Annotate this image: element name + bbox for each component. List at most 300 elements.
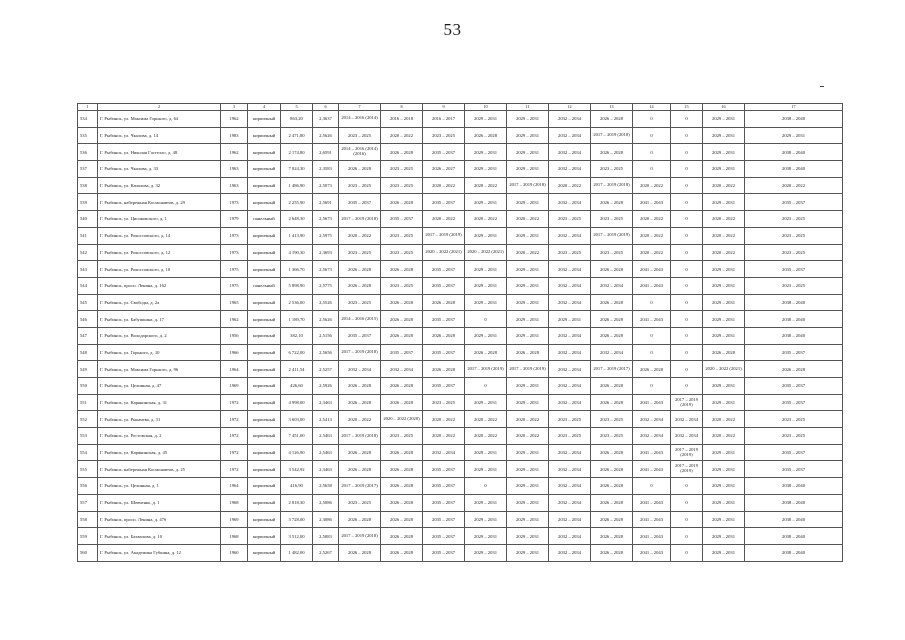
table-cell: 2020 – 2022 (423, 428, 465, 445)
table-cell: кирпичный (248, 411, 281, 428)
table-cell: 0 (633, 111, 671, 128)
table-cell: 426,60 (281, 378, 313, 395)
table-cell: 2026 – 2028 (339, 378, 381, 395)
table-cell: 2029 – 2031 (465, 327, 507, 344)
table-cell: 2020 – 2022 (703, 177, 745, 194)
table-cell: кирпичный (248, 227, 281, 244)
table-cell: 1972 (221, 428, 248, 445)
table-cell: 2035 – 2037 (423, 194, 465, 211)
table-cell: 2020 – 2022 (381, 127, 423, 144)
table-cell: 2026 – 2028 (339, 544, 381, 561)
table-cell: 537 (78, 161, 98, 178)
table-cell: 2,5975 (313, 227, 339, 244)
table-cell: 1960 (221, 544, 248, 561)
table-row (78, 194, 843, 211)
table-cell: 2026 – 2028 (339, 261, 381, 278)
table-cell: кирпичный (248, 294, 281, 311)
table-cell: Г. Рыбинск, ул. Рокоссовского, д. 12 (98, 244, 221, 261)
table-row (78, 444, 843, 461)
table-cell: 1972 (221, 394, 248, 411)
table-cell: 2029 – 2031 (465, 461, 507, 478)
table-cell: 2035 – 2037 (339, 327, 381, 344)
table-cell: кирпичный (248, 177, 281, 194)
table-cell: 2026 – 2028 (381, 528, 423, 545)
table-cell: 2,5083 (313, 528, 339, 545)
table-cell: 2029 – 2031 (465, 494, 507, 511)
table-cell: панельный (248, 277, 281, 294)
table-cell: Г. Рыбинск, просп. Ленина, д. 47б (98, 511, 221, 528)
table-cell: 2023 – 2025 (591, 161, 633, 178)
table-cell: 2026 – 2028 (423, 327, 465, 344)
table-cell: 2017 – 2019 (2018) (339, 344, 381, 361)
table-body (78, 111, 843, 562)
table-cell: 1962 (221, 311, 248, 328)
table-cell: 0 (671, 344, 703, 361)
table-cell: 2041 – 2043 (633, 444, 671, 461)
table-cell: 2026 – 2028 (381, 194, 423, 211)
table-cell: кирпичный (248, 461, 281, 478)
table-cell: 2032 – 2034 (549, 127, 591, 144)
table-cell: Г. Рыбинск, ул. Бабушкина, д. 17 (98, 311, 221, 328)
table-cell: 2017 – 2019 (2019) (591, 227, 633, 244)
table-cell: 2032 – 2034 (591, 277, 633, 294)
table-cell: 2 411,54 (281, 361, 313, 378)
table-cell: 0 (671, 528, 703, 545)
table-cell: 2020 – 2022 (2020) (381, 411, 423, 428)
table-cell: 2029 – 2031 (507, 227, 549, 244)
table-cell: 2026 – 2028 (423, 294, 465, 311)
table-cell: 0 (671, 361, 703, 378)
table-cell: 2032 – 2034 (549, 361, 591, 378)
table-cell: 548 (78, 344, 98, 361)
table-cell: 2029 – 2031 (703, 294, 745, 311)
table-cell: 557 (78, 494, 98, 511)
table-row (78, 461, 843, 478)
table-cell: 2029 – 2031 (507, 378, 549, 395)
table-cell: 0 (671, 244, 703, 261)
table-cell: кирпичный (248, 478, 281, 495)
table-cell: 2026 – 2028 (339, 161, 381, 178)
table-cell: 2032 – 2034 (549, 294, 591, 311)
table-cell: кирпичный (248, 528, 281, 545)
table-cell: 2023 – 2025 (549, 428, 591, 445)
table-row (78, 528, 843, 545)
table-cell: 2029 – 2031 (507, 261, 549, 278)
table-cell: 2026 – 2028 (381, 327, 423, 344)
table-cell: кирпичный (248, 344, 281, 361)
table-cell: 2026 – 2028 (339, 444, 381, 461)
table-cell: 2023 – 2025 (381, 277, 423, 294)
table-cell: 2020 – 2022 (703, 428, 745, 445)
table-cell: Г. Рыбинск, ул. Рокоссовского, д. 10 (98, 261, 221, 278)
table-cell: 2023 – 2025 (745, 428, 843, 445)
table-cell: 2032 – 2034 (671, 411, 703, 428)
table-cell: кирпичный (248, 161, 281, 178)
table-cell: 558 (78, 511, 98, 528)
table-cell: 2026 – 2028 (633, 361, 671, 378)
table-cell: 2023 – 2025 (339, 244, 381, 261)
table-cell: 2026 – 2028 (465, 344, 507, 361)
table-cell: 2026 – 2028 (745, 361, 843, 378)
table-cell: 2026 – 2028 (591, 378, 633, 395)
table-cell: 2029 – 2031 (703, 528, 745, 545)
table-cell: 2032 – 2034 (549, 444, 591, 461)
table-cell: 551 (78, 394, 98, 411)
table-cell: 0 (671, 111, 703, 128)
table-cell: 552 (78, 411, 98, 428)
table-cell: 542 (78, 244, 98, 261)
table-cell: 863,20 (281, 111, 313, 128)
table-cell: 2023 – 2025 (591, 411, 633, 428)
table-cell: 1 366,70 (281, 261, 313, 278)
table-cell: 559 (78, 528, 98, 545)
table-cell: 2026 – 2028 (423, 361, 465, 378)
table-cell: 1968 (221, 528, 248, 545)
table-cell: 2029 – 2031 (507, 111, 549, 128)
table-cell: 2026 – 2028 (591, 394, 633, 411)
table-cell: 2032 – 2034 (549, 378, 591, 395)
table-cell: 2029 – 2031 (465, 261, 507, 278)
table-cell: 2,5926 (313, 378, 339, 395)
table-cell: 2035 – 2037 (423, 378, 465, 395)
table-row (78, 177, 843, 194)
table-cell: 2023 – 2025 (591, 244, 633, 261)
table-cell: 1962 (221, 111, 248, 128)
table-cell: 2,5526 (313, 294, 339, 311)
table-cell: Г. Рыбинск, ул. Карякинская, д. 45 (98, 444, 221, 461)
table-row (78, 227, 843, 244)
table-cell: 5 898,90 (281, 277, 313, 294)
table-cell: 1973 (221, 194, 248, 211)
table-row (78, 311, 843, 328)
table-cell: Г. Рыбинск, ул. Максима Горького, д. 64 (98, 111, 221, 128)
table-cell: 2029 – 2031 (465, 161, 507, 178)
table-cell: 2029 – 2031 (703, 277, 745, 294)
table-cell: 2020 – 2022 (507, 428, 549, 445)
table-cell: 2016 – 2017 (423, 111, 465, 128)
table-cell: 2041 – 2043 (633, 261, 671, 278)
table-cell: 2,5463 (313, 428, 339, 445)
table-cell: 3 603,00 (281, 411, 313, 428)
table-cell: 2,5673 (313, 211, 339, 228)
table-cell: 0 (671, 544, 703, 561)
table-cell: 2020 – 2022 (2021) (423, 244, 465, 261)
table-cell: 1983 (221, 127, 248, 144)
table-cell: 2,5073 (313, 177, 339, 194)
table-cell: 7 024,30 (281, 161, 313, 178)
table-cell: 540 (78, 211, 98, 228)
table-cell: 0 (633, 127, 671, 144)
table-cell: 2014 – 2016 (2014)(2016) (339, 144, 381, 161)
column-header: 2 (98, 104, 221, 111)
table-cell: 2023 – 2025 (423, 127, 465, 144)
table-cell: Г. Рыбинск, ул. Целинная, д. 1 (98, 478, 221, 495)
table-cell: 2029 – 2031 (745, 127, 843, 144)
table-cell: 2041 – 2043 (633, 511, 671, 528)
table-cell: 0 (671, 378, 703, 395)
table-cell: 2023 – 2025 (549, 211, 591, 228)
table-cell: 2035 – 2037 (745, 461, 843, 478)
table-cell: 2020 – 2022 (339, 227, 381, 244)
table-cell: 2026 – 2028 (381, 544, 423, 561)
table-cell: 2029 – 2031 (703, 161, 745, 178)
table-cell: 0 (671, 277, 703, 294)
table-cell: 2029 – 2031 (507, 127, 549, 144)
table-cell: 2026 – 2028 (381, 444, 423, 461)
table-cell: 2029 – 2031 (507, 511, 549, 528)
table-cell: 2016 – 2018 (381, 111, 423, 128)
table-row (78, 411, 843, 428)
table-cell: 2017 – 2019 (2017) (591, 361, 633, 378)
table-cell: 2035 – 2037 (745, 444, 843, 461)
table-cell: 2,6591 (313, 144, 339, 161)
table-cell: 2029 – 2031 (703, 511, 745, 528)
table-cell: 0 (671, 311, 703, 328)
table-cell: 534 (78, 111, 98, 128)
table-cell: 2029 – 2031 (465, 544, 507, 561)
table-cell: 2029 – 2031 (703, 311, 745, 328)
column-header: 16 (703, 104, 745, 111)
table-cell: 2032 – 2034 (339, 361, 381, 378)
table-row (78, 161, 843, 178)
table-row (78, 478, 843, 495)
table-cell: кирпичный (248, 111, 281, 128)
column-header: 17 (745, 104, 843, 111)
table-cell: 2035 – 2037 (381, 344, 423, 361)
table-cell: 2,5257 (313, 361, 339, 378)
table-cell: кирпичный (248, 194, 281, 211)
table-cell: 0 (671, 261, 703, 278)
table-cell: 2026 – 2028 (339, 461, 381, 478)
table-cell: 0 (671, 327, 703, 344)
table-cell: 2041 – 2043 (633, 277, 671, 294)
table-cell: 2041 – 2043 (633, 394, 671, 411)
table-cell: 2023 – 2025 (745, 211, 843, 228)
table-row (78, 144, 843, 161)
table-cell: 2014 – 2016 (2015) (339, 311, 381, 328)
table-cell: 2029 – 2031 (465, 227, 507, 244)
table-cell: 2032 – 2034 (549, 511, 591, 528)
table-cell: 2041 – 2043 (633, 194, 671, 211)
table-cell: 556 (78, 478, 98, 495)
column-header: 7 (339, 104, 381, 111)
table-cell: 2029 – 2031 (703, 127, 745, 144)
table-row (78, 361, 843, 378)
table-cell: 1968 (221, 494, 248, 511)
table-cell: 1969 (221, 511, 248, 528)
table-cell: 2035 – 2037 (423, 511, 465, 528)
table-cell: 2023 – 2025 (339, 177, 381, 194)
table-cell: 0 (671, 227, 703, 244)
table-cell: 2029 – 2031 (507, 327, 549, 344)
table-cell: 560 (78, 544, 98, 561)
column-header: 13 (591, 104, 633, 111)
table-cell: 2020 – 2022 (423, 411, 465, 428)
table-cell: 0 (671, 161, 703, 178)
table-cell: 2038 – 2040 (745, 511, 843, 528)
table-cell: 2029 – 2031 (703, 444, 745, 461)
table-cell: 2026 – 2028 (591, 511, 633, 528)
page-number: 53 (443, 20, 462, 39)
table-cell: 2035 – 2037 (381, 211, 423, 228)
table-cell: 2032 – 2034 (671, 428, 703, 445)
table-cell: 2029 – 2031 (507, 161, 549, 178)
table-cell: Г. Рыбинск, ул. Свободы, д. 2а (98, 294, 221, 311)
table-cell: 0 (671, 144, 703, 161)
table-cell: 2035 – 2037 (423, 311, 465, 328)
table-cell: 2032 – 2034 (549, 144, 591, 161)
table-cell: 2035 – 2037 (423, 544, 465, 561)
table-cell: 2026 – 2028 (703, 344, 745, 361)
table-cell: 2020 – 2022 (507, 411, 549, 428)
table-cell: 2020 – 2022 (633, 244, 671, 261)
table-cell: 2035 – 2037 (745, 378, 843, 395)
table-cell: 2023 – 2025 (745, 277, 843, 294)
table-cell: 2038 – 2040 (745, 294, 843, 311)
table-cell: 0 (671, 127, 703, 144)
table-cell: 544 (78, 277, 98, 294)
table-cell: 2038 – 2040 (745, 161, 843, 178)
table-cell: 3 542,92 (281, 461, 313, 478)
table-cell: 2029 – 2031 (703, 378, 745, 395)
table-row (78, 127, 843, 144)
table-cell: 546 (78, 311, 98, 328)
table-cell: 2029 – 2031 (465, 444, 507, 461)
table-cell: 2023 – 2025 (745, 244, 843, 261)
column-header: 14 (633, 104, 671, 111)
table-cell: 2 471,80 (281, 127, 313, 144)
table-cell: 2029 – 2031 (507, 444, 549, 461)
column-header: 12 (549, 104, 591, 111)
table-cell: 2020 – 2022 (703, 411, 745, 428)
table-cell: 2035 – 2037 (745, 194, 843, 211)
table-cell: 1 486,90 (281, 177, 313, 194)
table-cell: 2,5775 (313, 277, 339, 294)
table-row (78, 544, 843, 561)
table-cell: 2032 – 2034 (549, 227, 591, 244)
table-cell: 1 482,00 (281, 544, 313, 561)
table-cell: 2035 – 2037 (423, 261, 465, 278)
table-cell: 2029 – 2031 (507, 544, 549, 561)
table-cell: 2029 – 2031 (507, 194, 549, 211)
table-cell: 1956 (221, 327, 248, 344)
table-cell: 0 (465, 378, 507, 395)
table-cell: 0 (671, 494, 703, 511)
table-row (78, 111, 843, 128)
table-cell: 2032 – 2034 (633, 428, 671, 445)
table-cell: 2,3086 (313, 511, 339, 528)
table-row (78, 294, 843, 311)
table-cell: 2,5626 (313, 127, 339, 144)
table-cell: 2038 – 2040 (745, 478, 843, 495)
table-cell: 2026 – 2028 (591, 528, 633, 545)
table-cell: 2032 – 2034 (549, 194, 591, 211)
table-cell: 541 (78, 227, 98, 244)
table-cell: 2032 – 2034 (549, 111, 591, 128)
table-row (78, 244, 843, 261)
table-cell: 2,3637 (313, 111, 339, 128)
table-cell: Г. Рыбинск, ул. Николая Гастелло, д. 48 (98, 144, 221, 161)
table-cell: 1964 (221, 361, 248, 378)
table-cell: 2026 – 2028 (381, 261, 423, 278)
table-cell: 2026 – 2028 (339, 511, 381, 528)
table-cell: 2023 – 2025 (339, 294, 381, 311)
table-cell: 2026 – 2028 (591, 294, 633, 311)
table-cell: 2026 – 2028 (381, 294, 423, 311)
table-cell: 1964 (221, 478, 248, 495)
table-cell: 555 (78, 461, 98, 478)
table-cell: 2029 – 2031 (465, 294, 507, 311)
table-cell: 2029 – 2031 (703, 111, 745, 128)
table-cell: 2 818,30 (281, 494, 313, 511)
table-cell: 2038 – 2040 (745, 528, 843, 545)
table-cell: 2020 – 2022 (423, 211, 465, 228)
table-cell: 2029 – 2031 (465, 144, 507, 161)
table-cell: 2017 – 2019 (2019) (465, 361, 507, 378)
table-row (78, 378, 843, 395)
table-cell: 2041 – 2043 (633, 461, 671, 478)
table-cell: 0 (465, 311, 507, 328)
table-cell: 2017 – 2019 (2018) (591, 177, 633, 194)
table-cell: Г. Рыбинск, просп. Ленина, д. 162 (98, 277, 221, 294)
table-cell: 2,5691 (313, 194, 339, 211)
table-cell: 2032 – 2034 (549, 494, 591, 511)
table-cell: Г. Рыбинск, ул. Максима Горького, д. 96 (98, 361, 221, 378)
column-header: 10 (465, 104, 507, 111)
table-cell: 2026 – 2028 (339, 277, 381, 294)
table-cell: 550 (78, 378, 98, 395)
table-cell: кирпичный (248, 394, 281, 411)
table-cell: 2029 – 2031 (465, 194, 507, 211)
table-cell: 2032 – 2034 (549, 394, 591, 411)
table-cell: 2020 – 2022 (745, 177, 843, 194)
table-cell: 2032 – 2034 (549, 478, 591, 495)
table-cell: 2026 – 2028 (591, 444, 633, 461)
table-cell: 2038 – 2040 (745, 544, 843, 561)
table-cell: Г. Рыбинск, набережная Космонавтов, д. 29 (98, 194, 221, 211)
table-cell: 1979 (221, 211, 248, 228)
table-cell: 2032 – 2034 (549, 161, 591, 178)
table-cell: Г. Рыбинск, ул. Шевченко, д. 1 (98, 494, 221, 511)
table-cell: Г. Рыбинск, ул. Ростовская, д. 2 (98, 428, 221, 445)
table-cell: 2017 – 2019 (2019) (671, 394, 703, 411)
table-cell: 2032 – 2034 (549, 344, 591, 361)
table-cell: кирпичный (248, 378, 281, 395)
table-cell: 2029 – 2031 (703, 144, 745, 161)
table-cell: 0 (633, 294, 671, 311)
table-cell: 0 (465, 478, 507, 495)
table-cell: кирпичный (248, 311, 281, 328)
column-header: 6 (313, 104, 339, 111)
table-cell: 2026 – 2028 (381, 478, 423, 495)
table-cell: 2029 – 2031 (507, 394, 549, 411)
table-cell: 1972 (221, 411, 248, 428)
table-cell: 2026 – 2027 (423, 161, 465, 178)
table-cell: 2026 – 2028 (381, 144, 423, 161)
table-cell: 2032 – 2034 (549, 461, 591, 478)
housing-repair-schedule-table (77, 103, 843, 562)
table-cell: 0 (633, 478, 671, 495)
table-cell: 2020 – 2022 (423, 177, 465, 194)
table-cell: 2014 – 2016 (2014) (339, 111, 381, 128)
table-cell: 2,3463 (313, 461, 339, 478)
table-cell: 2026 – 2028 (591, 544, 633, 561)
table-cell: кирпичный (248, 511, 281, 528)
table-cell: 2,5267 (313, 544, 339, 561)
table-cell: 2041 – 2043 (633, 311, 671, 328)
table-row (78, 394, 843, 411)
table-cell: 2032 – 2034 (549, 327, 591, 344)
